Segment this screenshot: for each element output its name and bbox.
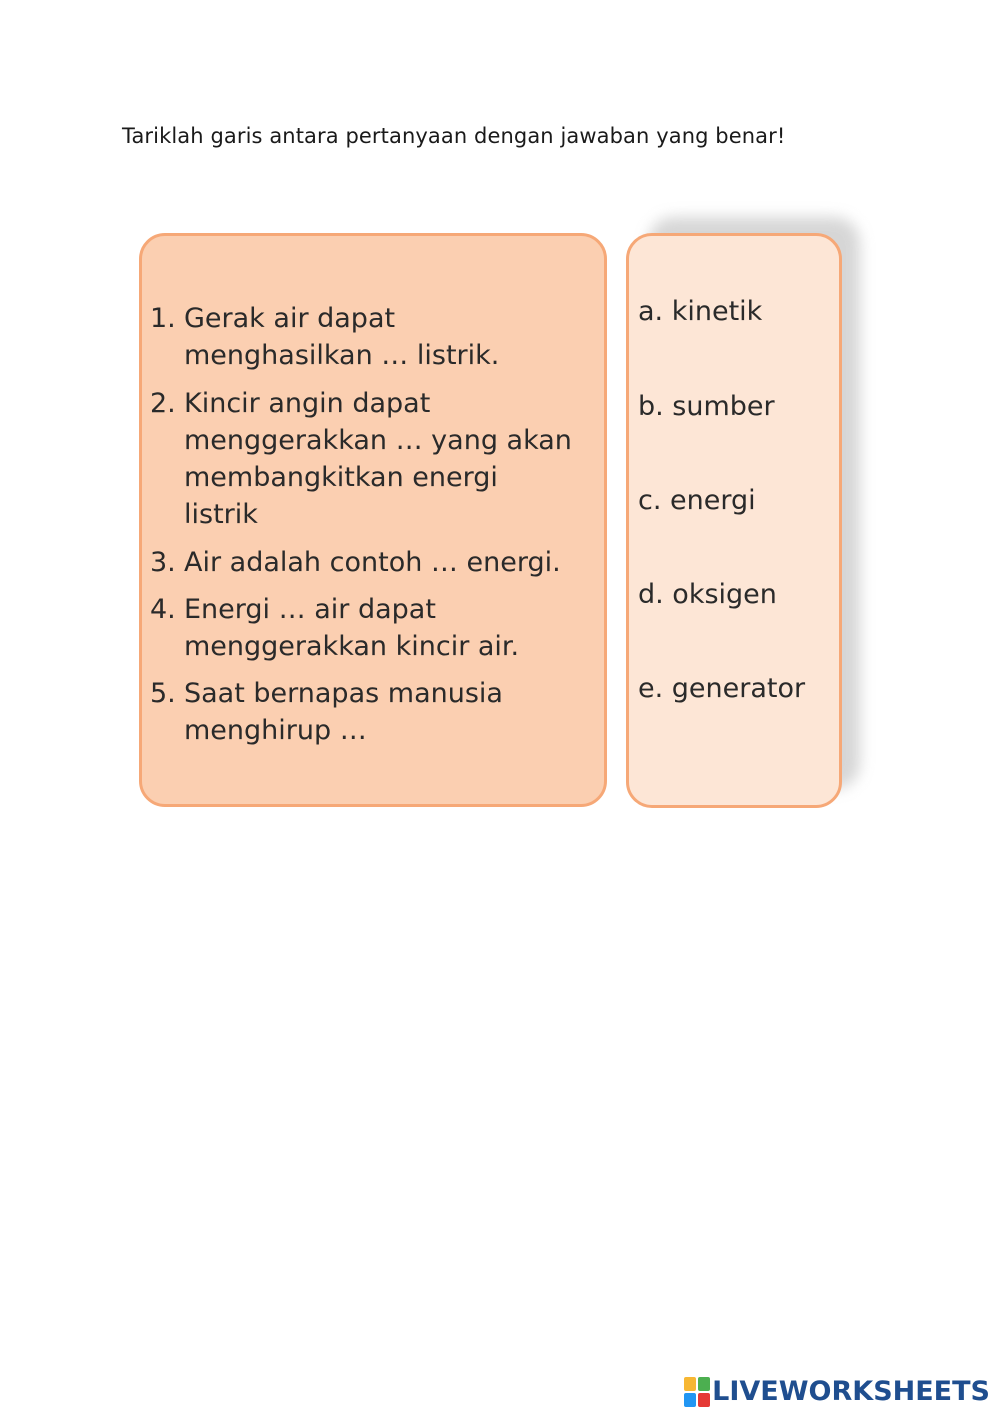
logo-square	[684, 1377, 696, 1391]
answer-item-e[interactable]: e. generator	[638, 673, 806, 704]
logo-square	[698, 1377, 710, 1391]
question-item-5	[150, 675, 604, 749]
brand-name: LIVEWORKSHEETS	[712, 1376, 990, 1407]
answer-item-d[interactable]: d. oksigen	[638, 579, 777, 610]
question-item-3	[150, 544, 604, 581]
question-item-1	[150, 300, 604, 374]
question-text: Gerak air dapat menghasilkan … listrik.	[184, 303, 500, 371]
question-item-4	[150, 591, 604, 665]
question-text: Saat bernapas manusia menghirup …	[184, 678, 503, 746]
answer-item-c[interactable]: c. energi	[638, 485, 756, 516]
question-text: Kincir angin dapat menggerakkan … yang akan membangkitkan energi listrik	[184, 388, 572, 530]
question-number: 5.	[150, 678, 176, 709]
liveworksheets-logo-icon	[684, 1377, 710, 1407]
answer-item-a[interactable]: a. kinetik	[638, 296, 763, 327]
logo-square	[684, 1393, 696, 1407]
question-number: 2.	[150, 388, 176, 419]
logo-square	[698, 1393, 710, 1407]
instruction-text: Tariklah garis antara pertanyaan dengan jawaban yang benar!	[122, 124, 786, 148]
question-number: 4.	[150, 594, 176, 625]
question-item-2	[150, 385, 604, 533]
answer-item-b[interactable]: b. sumber	[638, 391, 775, 422]
question-number: 1.	[150, 303, 176, 334]
question-number: 3.	[150, 547, 176, 578]
question-text: Air adalah contoh … energi.	[184, 547, 561, 578]
question-text: Energi … air dapat menggerakkan kincir air.	[184, 594, 520, 662]
brand-logo-link[interactable]	[684, 1376, 990, 1407]
